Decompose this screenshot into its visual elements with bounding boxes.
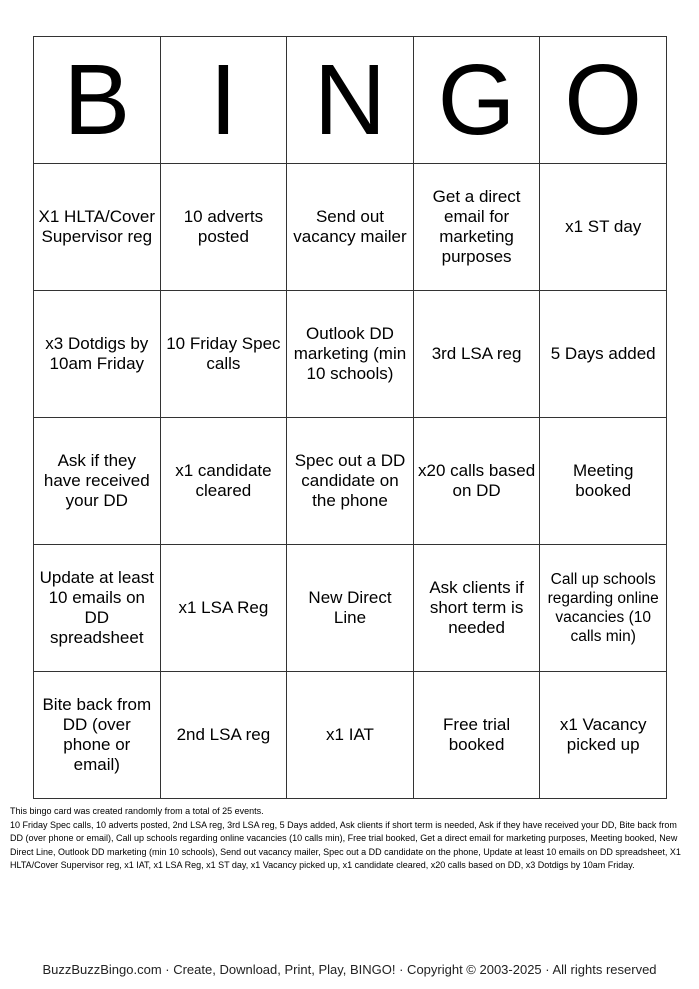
bingo-cell: Spec out a DD candidate on the phone — [287, 418, 414, 545]
card-summary: This bingo card was created randomly from a total of 25 events. — [10, 806, 264, 816]
bingo-row — [34, 545, 667, 672]
bingo-cell: x1 IAT — [287, 672, 414, 799]
events-list: 10 Friday Spec calls, 10 adverts posted, 2nd LSA reg, 3rd LSA reg, 5 Days added, Ask clients if short term is needed, Ask if they have received your DD, Bite back from DD (over phone or email), Call up schools regarding online vacancies (10 calls min), Free trial booked, Get a direct email for marketing purposes, Meeting booked, New Direct Line, Outlook DD marketing (min 10 schools), Send out vacancy mailer, Spec out a DD candidate on the phone, Update at least 10 emails on DD spreadsheet, X1 HLTA/Cover Supervisor reg, x1 IAT, x1 LSA Reg, x1 ST day, x1 Vacancy picked up, x1 candidate cleared, x20 calls based on DD, x3 Dotdigs by 10am Friday. — [10, 819, 681, 870]
bingo-cell: Bite back from DD (over phone or email) — [34, 672, 161, 799]
bingo-cell: 10 Friday Spec calls — [160, 291, 287, 418]
bingo-cell: 5 Days added — [540, 291, 667, 418]
bingo-row — [34, 291, 667, 418]
bingo-cell: Send out vacancy mailer — [287, 164, 414, 291]
bingo-row — [34, 672, 667, 799]
header-letter-i: I — [160, 37, 287, 164]
bingo-cell: 10 adverts posted — [160, 164, 287, 291]
bingo-cell: x20 calls based on DD — [413, 418, 540, 545]
bingo-cell: 3rd LSA reg — [413, 291, 540, 418]
header-letter-o: O — [540, 37, 667, 164]
header-letter-g: G — [413, 37, 540, 164]
bingo-cell: x1 Vacancy picked up — [540, 672, 667, 799]
bingo-row — [34, 418, 667, 545]
bingo-cell: Outlook DD marketing (min 10 schools) — [287, 291, 414, 418]
bingo-cell: x1 LSA Reg — [160, 545, 287, 672]
bingo-cell: Update at least 10 emails on DD spreadsheet — [34, 545, 161, 672]
bingo-cell: Get a direct email for marketing purposes — [413, 164, 540, 291]
bingo-cell: Free trial booked — [413, 672, 540, 799]
bingo-header-row — [34, 37, 667, 164]
bingo-cell: New Direct Line — [287, 545, 414, 672]
bingo-cell: x3 Dotdigs by 10am Friday — [34, 291, 161, 418]
bingo-cell: X1 HLTA/Cover Supervisor reg — [34, 164, 161, 291]
bingo-cell: Ask clients if short term is needed — [413, 545, 540, 672]
bingo-cell: x1 candidate cleared — [160, 418, 287, 545]
card-description — [10, 805, 690, 873]
bingo-cell: Call up schools regarding online vacancies (10 calls min) — [540, 545, 667, 672]
header-letter-b: B — [34, 37, 161, 164]
bingo-cell: Meeting booked — [540, 418, 667, 545]
bingo-card — [33, 36, 667, 799]
bingo-cell: Ask if they have received your DD — [34, 418, 161, 545]
bingo-cell: x1 ST day — [540, 164, 667, 291]
bingo-cell: 2nd LSA reg — [160, 672, 287, 799]
bingo-row — [34, 164, 667, 291]
header-letter-n: N — [287, 37, 414, 164]
site-footer: BuzzBuzzBingo.com · Create, Download, Print, Play, BINGO! · Copyright © 2003-2025 · All rights reserved — [42, 962, 657, 977]
